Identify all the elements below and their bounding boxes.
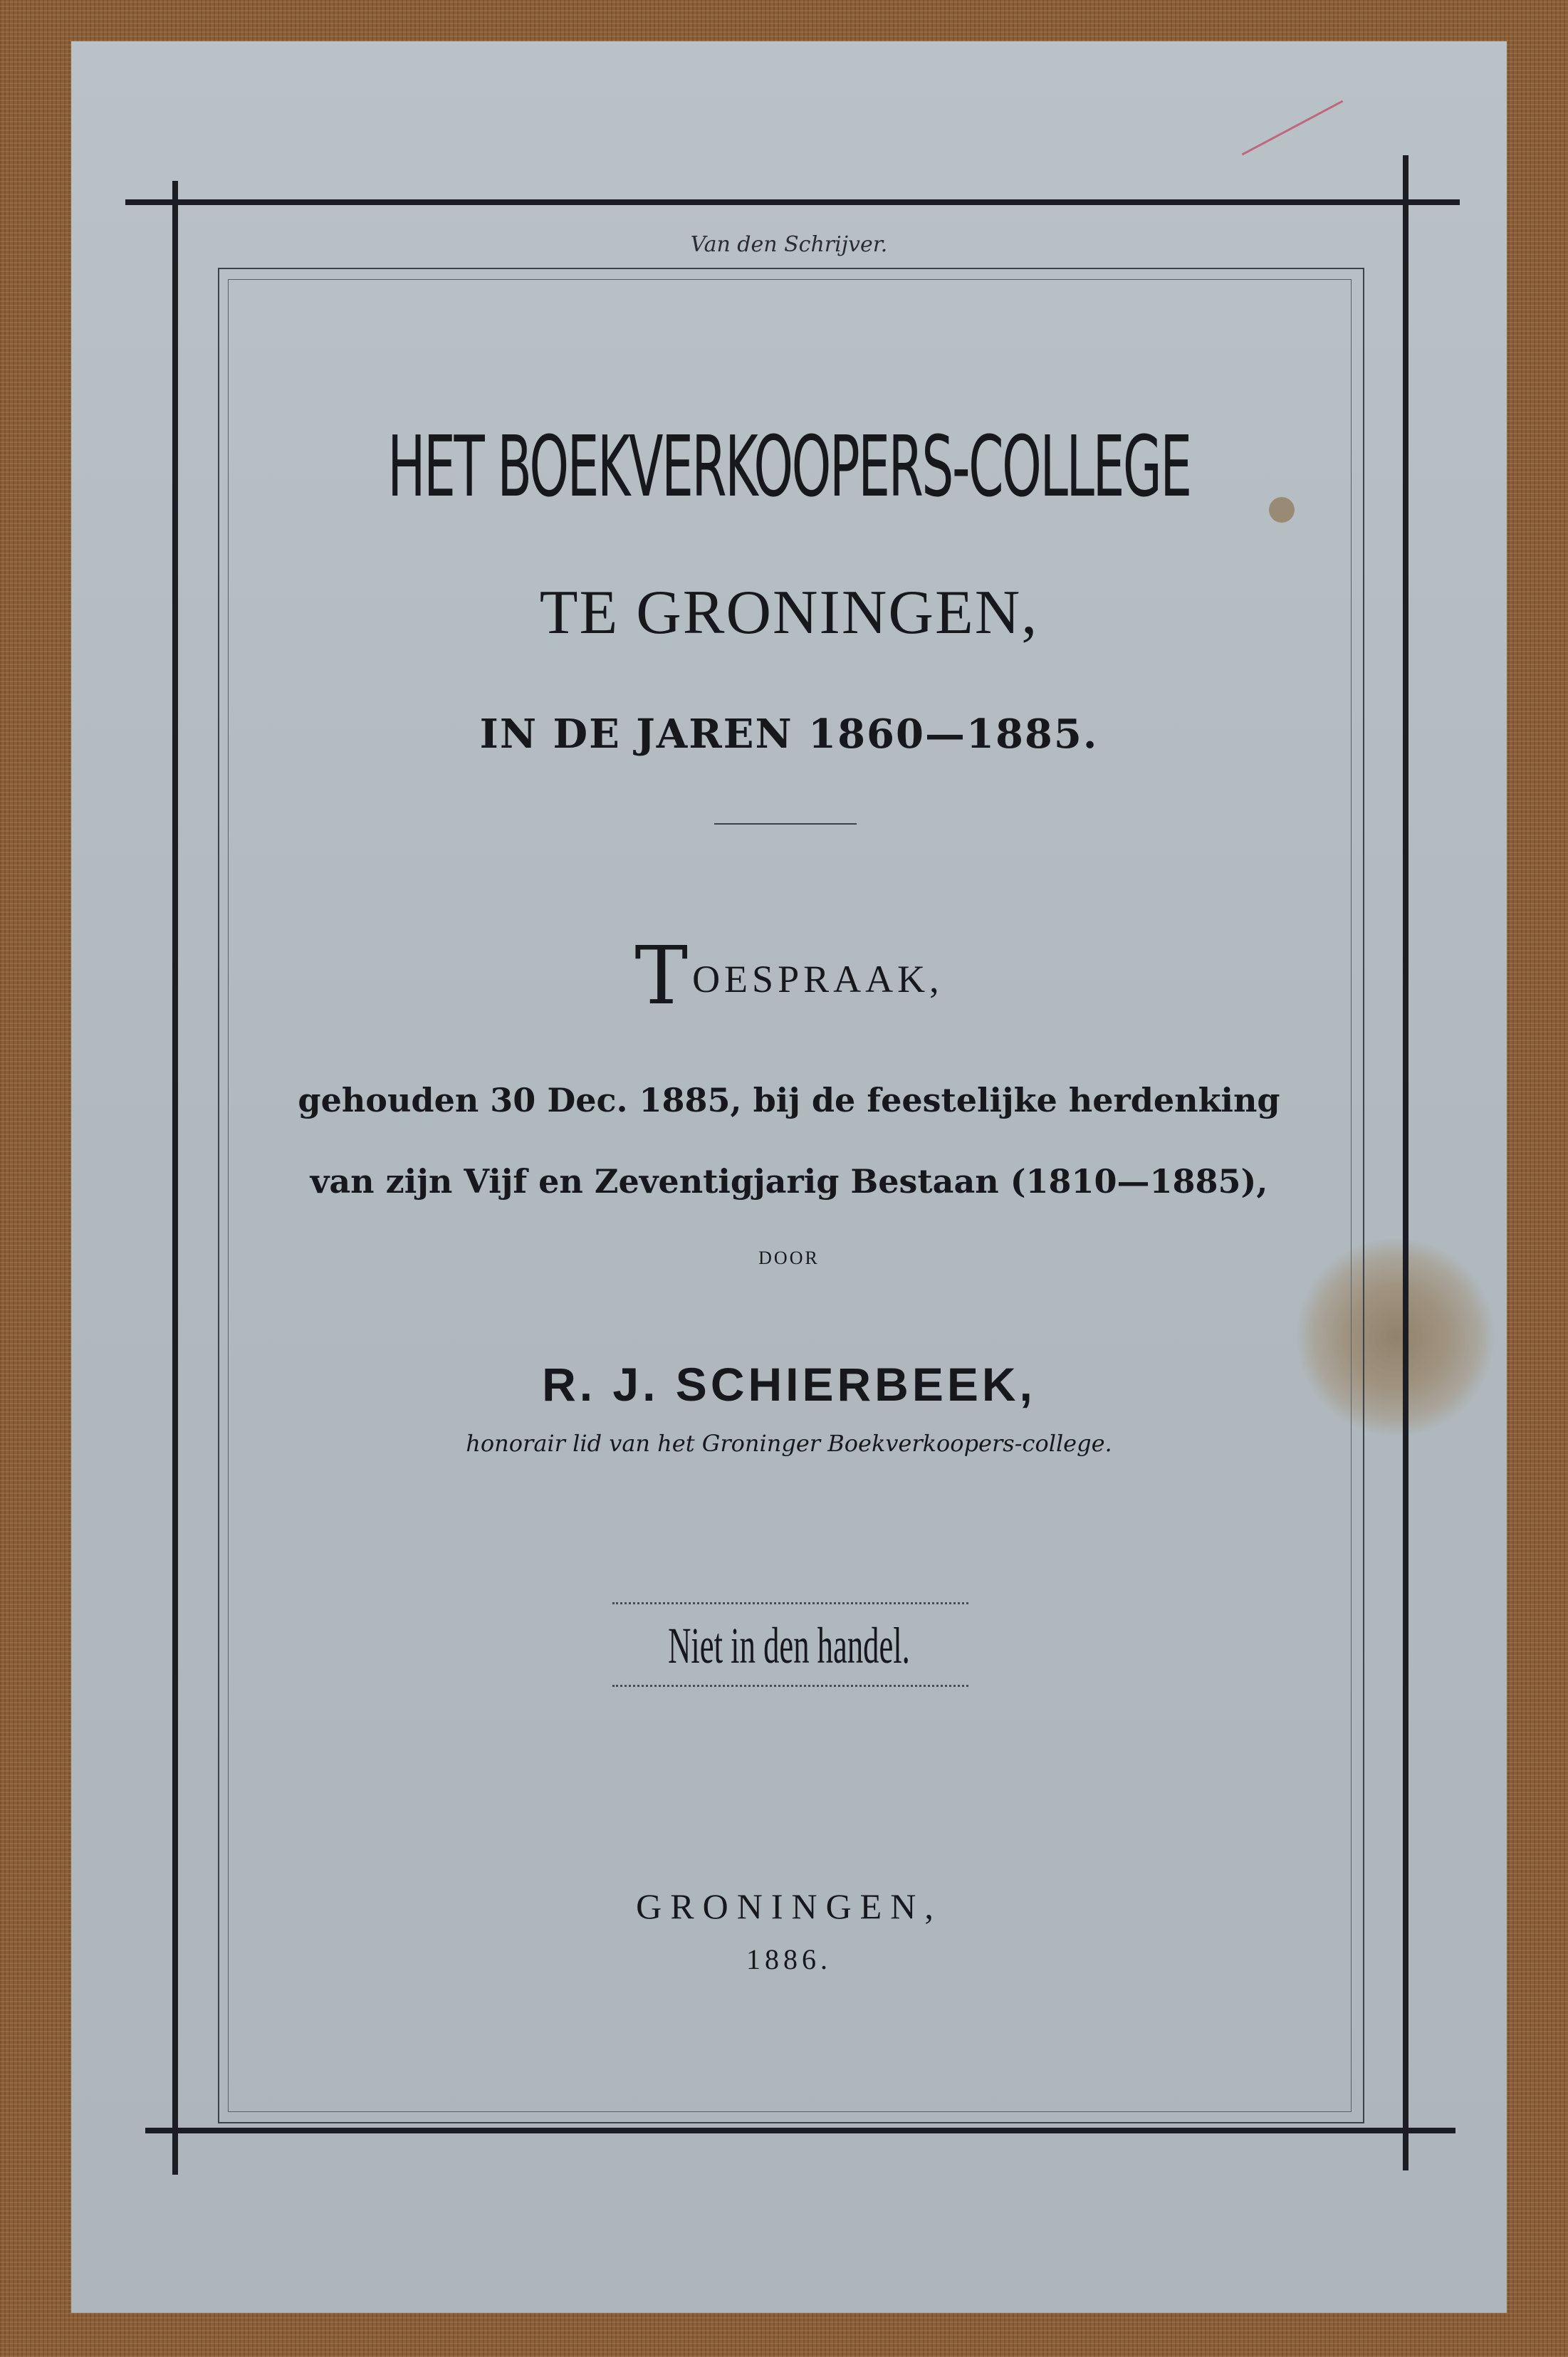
bottom-heavy-rule <box>145 2128 1455 2133</box>
imprint-year: 1886. <box>746 1943 832 1975</box>
by-label: DOOR <box>758 1248 820 1268</box>
book-cover <box>71 41 1507 2313</box>
book-title: HET BOEKVERKOOPERS-COLLEGE <box>387 417 1191 516</box>
speech-heading <box>71 930 1507 1023</box>
subtitle-years: IN DE JAREN 1860—1885. <box>479 711 1099 758</box>
separator-dash <box>714 823 857 825</box>
not-for-sale: Niet in den handel. <box>668 1617 910 1674</box>
pink-pencil-mark <box>1242 100 1344 156</box>
author-name: R. J. SCHIERBEEK, <box>542 1358 1036 1411</box>
author-note: honorair lid van het Groninger Boekverkoopers-college. <box>466 1430 1112 1457</box>
speech-word: OESPRAAK, <box>692 958 944 1000</box>
top-note: Van den Schrijver. <box>690 232 888 257</box>
occasion-line-1: gehouden 30 Dec. 1885, bij de feestelijke herdenking <box>298 1081 1280 1119</box>
dotted-rule-top <box>612 1602 968 1604</box>
speech-initial: T <box>634 930 693 1023</box>
dotted-rule-bottom <box>612 1685 968 1687</box>
occasion-line-2: van zijn Vijf en Zeventigjarig Bestaan (1810—1885), <box>310 1162 1268 1201</box>
subtitle-place: TE GRONINGEN, <box>539 578 1039 647</box>
top-heavy-rule <box>125 199 1460 205</box>
imprint-city: GRONINGEN, <box>636 1886 942 1926</box>
